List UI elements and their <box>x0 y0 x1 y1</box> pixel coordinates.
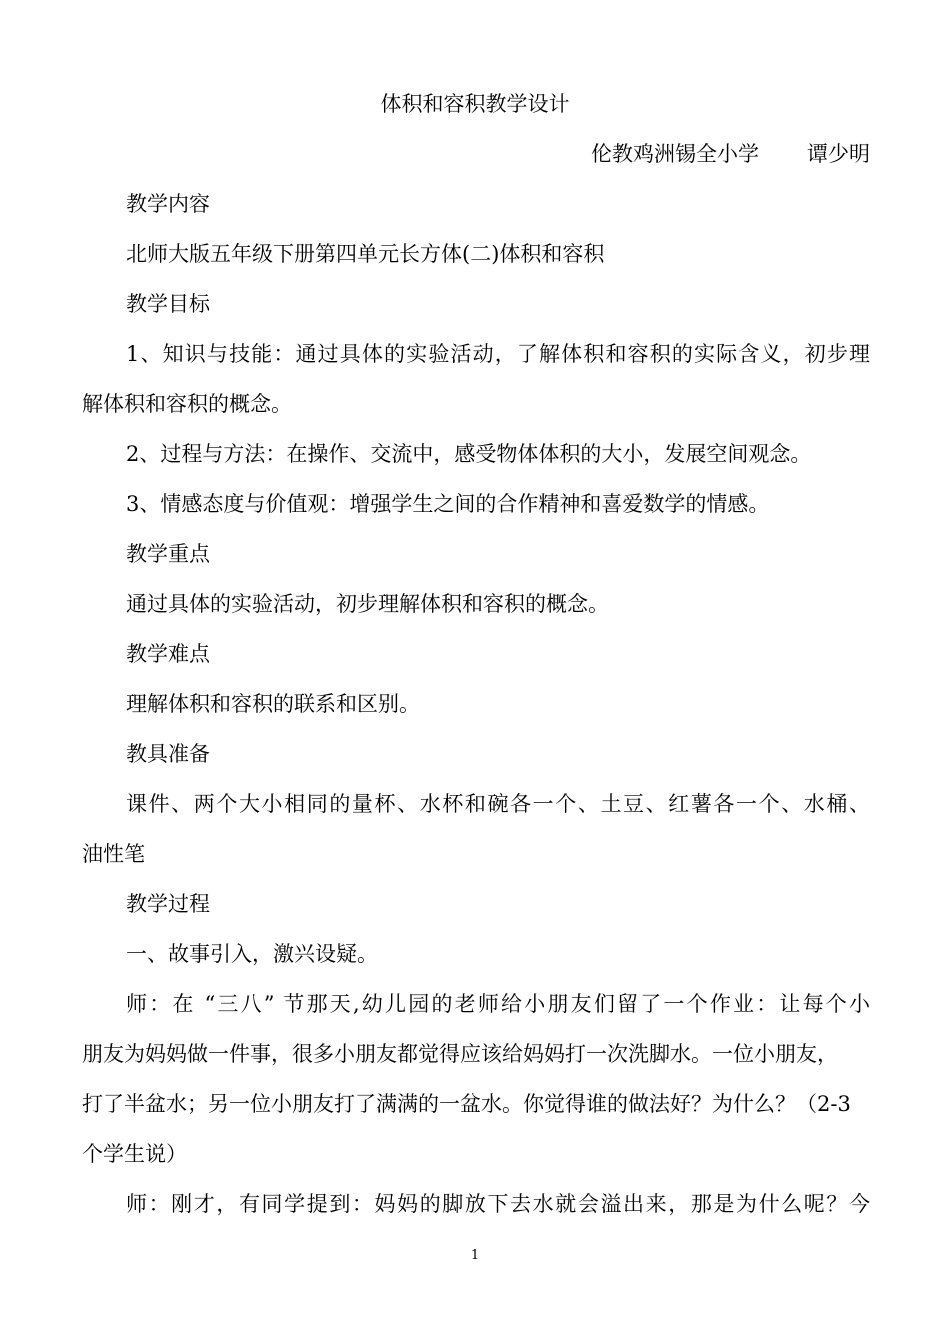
heading-key-points: 教学重点 <box>126 542 210 566</box>
author-line <box>591 142 870 166</box>
heading-teaching-process: 教学过程 <box>126 892 210 916</box>
heading-teaching-content: 教学内容 <box>126 192 210 216</box>
school-name: 伦教鸡洲锡全小学 <box>591 142 759 166</box>
paragraph-line: 1、知识与技能：通过具体的实验活动，了解体积和容积的实际含义，初步理 <box>126 342 870 366</box>
paragraph-line: 油性笔 <box>82 842 145 866</box>
heading-teaching-goals: 教学目标 <box>126 292 210 316</box>
paragraph-line: 个学生说） <box>82 1142 187 1166</box>
paragraph-line: 通过具体的实验活动，初步理解体积和容积的概念。 <box>126 592 609 616</box>
heading-difficulties: 教学难点 <box>126 642 210 666</box>
author-name: 谭少明 <box>807 142 870 166</box>
paragraph-line: 师：刚才，有同学提到：妈妈的脚放下去水就会溢出来，那是为什么呢？今 <box>126 1192 870 1216</box>
paragraph-line: 一、故事引入，激兴设疑。 <box>126 942 378 966</box>
paragraph-line: 北师大版五年级下册第四单元长方体(二)体积和容积 <box>126 242 605 266</box>
paragraph-line: 课件、两个大小相同的量杯、水杯和碗各一个、土豆、红薯各一个、水桶、 <box>126 792 870 816</box>
document-title: 体积和容积教学设计 <box>380 92 570 116</box>
paragraph-line: 理解体积和容积的联系和区别。 <box>126 692 420 716</box>
paragraph-line: 师：在 “三八” 节那天,幼儿园的老师给小朋友们留了一个作业：让每个小 <box>126 992 870 1016</box>
paragraph-line: 2、过程与方法：在操作、交流中，感受物体体积的大小，发展空间观念。 <box>126 442 812 466</box>
page-number: 1 <box>470 1248 480 1263</box>
heading-teaching-aids: 教具准备 <box>126 742 210 766</box>
paragraph-line: 3、情感态度与价值观：增强学生之间的合作精神和喜爱数学的情感。 <box>126 492 770 516</box>
paragraph-line: 打了半盆水；另一位小朋友打了满满的一盆水。你觉得谁的做法好？为什么？（2-3 <box>82 1092 851 1116</box>
paragraph-line: 朋友为妈妈做一件事，很多小朋友都觉得应该给妈妈打一次洗脚水。一位小朋友， <box>82 1042 838 1066</box>
paragraph-line: 解体积和容积的概念。 <box>82 392 292 416</box>
